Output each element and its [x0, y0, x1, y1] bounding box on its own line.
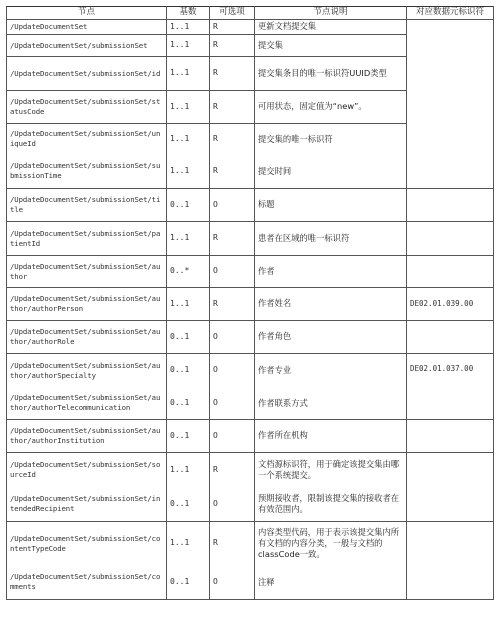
cardinality: 1..1	[167, 453, 210, 488]
optionality: R	[210, 453, 255, 488]
data-element-id	[407, 20, 494, 189]
data-element-id	[407, 453, 494, 522]
description: 可用状态，固定值为“new”。	[255, 91, 407, 124]
description: 更新文档提交集	[255, 20, 407, 35]
data-element-id	[407, 189, 494, 222]
node-path: /UpdateDocumentSet/submissionSet/author/authorPerson	[7, 288, 167, 321]
node-path: /UpdateDocumentSet/submissionSet/sourceId	[7, 453, 167, 488]
data-element-id	[407, 222, 494, 256]
header-cardinality: 基数	[167, 7, 210, 20]
optionality: R	[210, 124, 255, 155]
optionality: O	[210, 388, 255, 420]
description: 患者在区域的唯一标识符	[255, 222, 407, 256]
node-path: /UpdateDocumentSet/submissionSet/author/authorRole	[7, 321, 167, 354]
description: 作者所在机构	[255, 420, 407, 453]
description: 预期接收者，限制该提交集的接收者在有效范围内。	[255, 488, 407, 522]
cardinality: 1..1	[167, 124, 210, 155]
optionality: O	[210, 189, 255, 222]
data-element-id: DE02.01.037.00	[407, 354, 494, 420]
description: 提交集的唯一标识符	[255, 124, 407, 155]
description: 提交集	[255, 35, 407, 57]
node-path: /UpdateDocumentSet/submissionSet/submissionTime	[7, 155, 167, 189]
node-path: /UpdateDocumentSet/submissionSet	[7, 35, 167, 57]
header-optionality: 可选项	[210, 7, 255, 20]
optionality: O	[210, 321, 255, 354]
optionality: R	[210, 20, 255, 35]
data-element-id	[407, 522, 494, 600]
description: 作者专业	[255, 354, 407, 388]
table-row	[7, 354, 494, 388]
data-element-id: DE02.01.039.00	[407, 288, 494, 321]
header-node: 节点	[7, 7, 167, 20]
description: 作者角色	[255, 321, 407, 354]
cardinality: 1..1	[167, 222, 210, 256]
cardinality: 1..1	[167, 91, 210, 124]
data-element-id	[407, 420, 494, 453]
node-path: /UpdateDocumentSet/submissionSet/title	[7, 189, 167, 222]
cardinality: 1..1	[167, 288, 210, 321]
node-path: /UpdateDocumentSet/submissionSet/contentTypeCode	[7, 522, 167, 566]
cardinality: 0..1	[167, 488, 210, 522]
optionality: R	[210, 522, 255, 566]
cardinality: 0..*	[167, 256, 210, 288]
optionality: R	[210, 91, 255, 124]
node-path: /UpdateDocumentSet/submissionSet/patientId	[7, 222, 167, 256]
description: 内容类型代码，用于表示该提交集内所有文档的内容分类，一般与文档的classCode一致。	[255, 522, 407, 566]
header-data-element-id: 对应数据元标识符	[407, 7, 494, 20]
optionality: O	[210, 420, 255, 453]
header-row	[7, 7, 494, 20]
table-row	[7, 522, 494, 566]
cardinality: 1..1	[167, 20, 210, 35]
node-path: /UpdateDocumentSet/submissionSet/author/authorInstitution	[7, 420, 167, 453]
node-path: /UpdateDocumentSet/submissionSet/id	[7, 57, 167, 91]
table-row	[7, 420, 494, 453]
table-row	[7, 453, 494, 488]
data-element-id	[407, 256, 494, 288]
header-description: 节点说明	[255, 7, 407, 20]
description: 作者联系方式	[255, 388, 407, 420]
cardinality: 0..1	[167, 388, 210, 420]
description: 注释	[255, 566, 407, 600]
spec-table	[6, 6, 494, 600]
optionality: R	[210, 35, 255, 57]
description: 提交时间	[255, 155, 407, 189]
table-row	[7, 189, 494, 222]
cardinality: 0..1	[167, 566, 210, 600]
cardinality: 1..1	[167, 522, 210, 566]
description: 提交集条目的唯一标识符UUID类型	[255, 57, 407, 91]
optionality: R	[210, 288, 255, 321]
node-path: /UpdateDocumentSet/submissionSet/statusCode	[7, 91, 167, 124]
table-row	[7, 288, 494, 321]
cardinality: 0..1	[167, 321, 210, 354]
table-row	[7, 20, 494, 35]
description: 标题	[255, 189, 407, 222]
optionality: R	[210, 222, 255, 256]
table-row	[7, 256, 494, 288]
optionality: O	[210, 354, 255, 388]
cardinality: 0..1	[167, 189, 210, 222]
node-path: /UpdateDocumentSet	[7, 20, 167, 35]
table-row	[7, 222, 494, 256]
cardinality: 1..1	[167, 35, 210, 57]
optionality: O	[210, 488, 255, 522]
node-path: /UpdateDocumentSet/submissionSet/author/authorTelecommunication	[7, 388, 167, 420]
node-path: /UpdateDocumentSet/submissionSet/author/authorSpecialty	[7, 354, 167, 388]
description: 作者姓名	[255, 288, 407, 321]
cardinality: 0..1	[167, 420, 210, 453]
node-path: /UpdateDocumentSet/submissionSet/comments	[7, 566, 167, 600]
table-row	[7, 321, 494, 354]
cardinality: 0..1	[167, 354, 210, 388]
node-path: /UpdateDocumentSet/submissionSet/intendedRecipient	[7, 488, 167, 522]
optionality: R	[210, 155, 255, 189]
description: 文档源标识符，用于确定该提交集由哪一个系统提交。	[255, 453, 407, 488]
optionality: O	[210, 256, 255, 288]
cardinality: 1..1	[167, 155, 210, 189]
data-element-id	[407, 321, 494, 354]
optionality: O	[210, 566, 255, 600]
node-path: /UpdateDocumentSet/submissionSet/author	[7, 256, 167, 288]
optionality: R	[210, 57, 255, 91]
node-path: /UpdateDocumentSet/submissionSet/uniqueId	[7, 124, 167, 155]
description: 作者	[255, 256, 407, 288]
cardinality: 1..1	[167, 57, 210, 91]
